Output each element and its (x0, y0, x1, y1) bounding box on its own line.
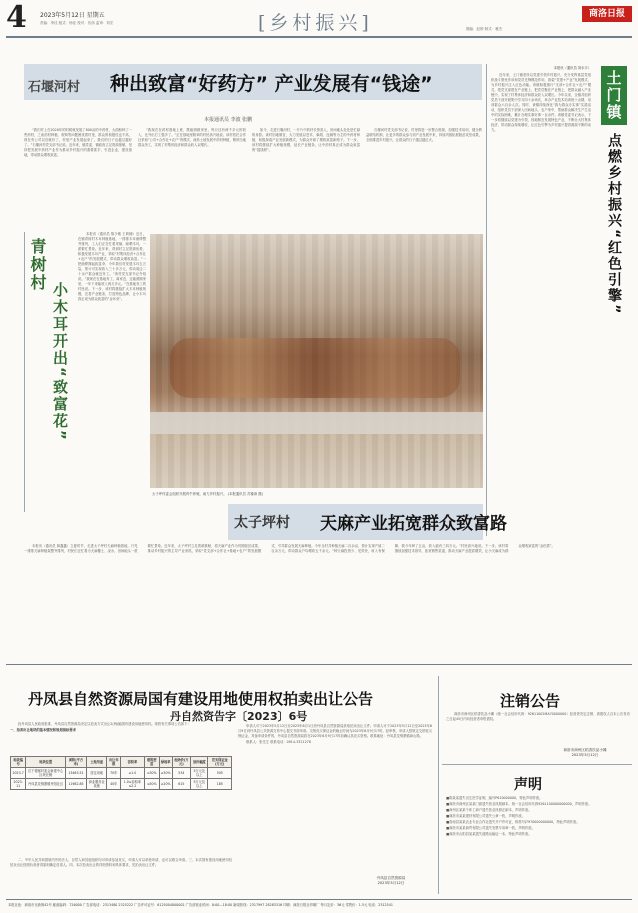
statement-item: ■商洛市山阳县某某遗失道路运输证一本，特此声明作废。 (446, 832, 532, 836)
table-header-cell: 建筑密度 (144, 757, 159, 768)
land-notice-section: 一、拍卖出让地块的基本情况和规划指标要求 (10, 728, 76, 732)
land-notice-intro-block (10, 722, 232, 756)
cancel-paragraph: 商洛市商州区稻香饮品小摊（统一社会信用代码：92611002MA70000000）经营者决定注销，请债权人自本公告发布之日起45日内向经营者申报债权。 (446, 712, 630, 721)
table-header-cell: 加价幅度 (191, 757, 208, 768)
right-column-border (486, 64, 487, 536)
cattle-row-graphic (170, 338, 460, 398)
land-table-wrap (10, 756, 232, 856)
land-notice-title: 丹凤县自然资源局国有建设用地使用权拍卖出让公告 (28, 690, 374, 708)
footer-text: 本报社址：商洛市北新街42号 邮政编码：726000 广告部电话：2313480 2325222 广告许可证号：6125004000002 广告部营业时间：8:00—18:00 新闻热线：2317997 28283316 印刷：商洛日报社印刷厂 每月定价：36元 零售价：1.5元 电话：2312541 (8, 903, 393, 907)
table-header-cell: 土地用途 (86, 757, 107, 768)
left-paragraph: 本报讯（通讯员 陈少敏 王莉楠）近日，在镇青树村木耳种植基地，一排排木耳菌棒整齐排列，工人们正在忙着采摘、晾晒木耳，一派繁忙景象。近年来，青树村立足资源优势，积极发展木耳产业，采取“村集体经济+合作社+农户”的发展模式，带动群众增收致富。“一把菌棒撑起致富伞，今年我们村发展木耳五万袋，预计可实现收入三十多万元，带动周边二十余户群众就近务工。”该村党支部书记介绍说。“我现在在基地务工，离家近，还能照顾家里，一年下来能收入两万多元。”在基地务工的村民说。下一步，该村将继续扩大木耳种植规模，完善产业链条，打造特色品牌，让小木耳真正成为群众致富的“金耳朵”。 (78, 232, 146, 301)
table-cell: ≥1.0 (121, 768, 145, 779)
table-cell: 5万元及以上 (191, 779, 208, 790)
table-header-cell: 绿地率 (159, 757, 172, 768)
feature-paragraph: “我们村上在2020年的时候就发展了800亩的中药材，大面积种了一些药材，之前药材种植、收购等问题困扰着村里，群众的积极性也不高，现在有公司以后就好了，村里产业发展起来了，我们的日子也越过越好了。”石堰河村党支部书记说。近年来，镇党委、镇政府立足资源禀赋，坚持把发展中药材产业作为推动乡村振兴的重要抓手，引进企业，建设基地，带动群众增收致富。 (24, 128, 132, 157)
table-row (11, 779, 232, 790)
table-cell: 11982.85 (65, 779, 86, 790)
table-cell: ≥20% (159, 779, 172, 790)
table-cell: 615 (172, 779, 191, 790)
land-signature-date: 2023年5月12日 (377, 881, 405, 885)
land-notes-paragraph: 申请人可于2023年5月12日至2023年6月1日到丹凤县自然资源局获取拍卖出让文件。申请人可于2023年5月12日至2023年6月9日到丹凤县公共资源交易中心提交书面申请。交纳竞买保证金的截止时间为2023年6月9日17时。经审核，申请人按规定交纳竞买保证金，具备申请条件的，丹凤县自然资源局将在2023年6月9日17时前确认其竞买资格。联系地址：丹凤县龙驹寨镇商山路。 (238, 724, 432, 738)
feature-village-tag: 石堰河村 (28, 80, 81, 95)
statement-item: ■洛南县某某农业专业合作社遗失开户许可证，核准号J7970000000000，特此声明作废。 (446, 820, 580, 824)
statement-item: ■商州区某某个体工商户遗失营业执照正副本，声明作废。 (446, 808, 532, 812)
right-title-panel (596, 66, 632, 426)
table-cell: 70年 (107, 768, 121, 779)
statement-item: ■陈某某遗失出生医学证明，编号P610000000，特此声明作废。 (446, 796, 543, 800)
footer-divider (6, 899, 632, 900)
right-title-village: 土门镇 (604, 70, 623, 121)
bottom-paragraph: 本报讯（通讯员 薛鑫鑫）立夏时节，走进太子坪村天麻种植基地，只见一排排天麻种植架整齐排列，村民们正忙着为天麻覆土、浇水，田间地头一派繁忙景象。近年来，太子坪村立足资源禀赋，将天麻产业作为巩固脱贫成果、推动乡村振兴的主导产业来抓，采取“党支部+合作社+基地+农户”的发展模式，引导群众发展天麻种植。今年全村共种植天麻二百余亩，预计实现产值二百余万元，带动群众户均增收五千余元。“种天麻投资少、见效快，收入有保障，我今年种了五亩，收入能有三四万元。”村民高兴地说。下一步，该村将继续加强技术指导，拓宽销售渠道，推动天麻产业提质增效，让小天麻成为群众增收致富的“金疙瘩”。 (24, 544, 555, 553)
feature-paragraph: “我现在在药材基地上班，既能照顾家里，每月还有两千多元的收入，比外出打工强多了。”正在基地里除草的村民高兴地说。该村依托合作社采取“公司+合作社+农户”的模式，流转土地发展中药材种植，吸纳当地群众务工，实现了村集体经济和群众收入双增长。 (138, 128, 246, 147)
land-contact: 联系人：张先生 联系电话：0914-3321278 (246, 740, 311, 744)
newspaper-name: 商洛日报 (588, 9, 625, 19)
section-title: [乡村振兴] (258, 12, 373, 34)
table-cell: ≥30% (159, 768, 172, 779)
bottom-headline: 天麻产业拓宽群众致富路 (320, 514, 507, 534)
table-header-cell: 起始价(万元) (172, 757, 191, 768)
right-credits: 图编：赵婷 制式：雅杰 (466, 27, 503, 31)
table-header-cell: 竞买保证金(万元) (208, 757, 232, 768)
land-notice-docno: 丹自然资告字〔2023〕6号 (170, 710, 308, 723)
table-cell: 534 (172, 768, 191, 779)
notice-divider-vertical (438, 676, 439, 894)
land-table-header (11, 757, 232, 768)
left-title-panel (24, 238, 48, 438)
statement-title: 声明 (514, 777, 542, 793)
table-header-cell: 地块位置 (26, 757, 66, 768)
table-cell: 居住用地 (86, 768, 107, 779)
newspaper-logo (582, 6, 632, 22)
table-header-cell: 容积率 (121, 757, 145, 768)
right-title-village-box (601, 66, 627, 125)
table-cell: 商业服务业设施 (86, 779, 107, 790)
cancel-notice-title: 注销公告 (500, 692, 561, 710)
table-header-cell: 面积(平方米) (65, 757, 86, 768)
feature-paragraph: 石堰河村党支部书记说，村里将进一步整合资源，加强技术培训，健全利益联结机制，让更多的群众参与到产业发展中来，持续巩固拓展脱贫攻坚成果，全面推进乡村振兴，让群众的日子越过越红火。 (366, 128, 482, 142)
right-byline: 本报讯（通讯员 刘永平） (553, 66, 591, 70)
statement-list (446, 796, 630, 894)
land-signature (350, 876, 432, 886)
right-article-body (491, 66, 591, 536)
table-cell: 2023-7 (11, 768, 26, 779)
statement-item: ■商洛市商州区某某门面遗失营业执照副本，统一社会信用代码9261100000000000，声明作废。 (446, 802, 592, 806)
statement-item: ■商洛市某某建材有限公司遗失公章一枚，声明作废。 (446, 814, 525, 818)
table-cell: 5万元及以上 (191, 768, 208, 779)
cattle-farm-photo (150, 234, 483, 488)
cancel-signature-date: 2023年5月12日 (571, 753, 599, 757)
table-cell: 1.0≤容积率≤2.2 (121, 779, 145, 790)
cancel-notice-body (446, 712, 630, 748)
feature-column-3 (252, 128, 360, 228)
right-title-main: 点燃乡村振兴“红色引擎” (606, 133, 622, 316)
page-number: 4 (6, 0, 27, 35)
land-notes-right (238, 724, 432, 864)
bottom-village-tag: 太子坪村 (234, 515, 290, 531)
table-cell: 40年 (107, 779, 121, 790)
table-cell: ≤30% (144, 768, 159, 779)
feature-column-2 (138, 128, 246, 228)
left-title-village: 青树村 (28, 238, 47, 292)
land-notes-left (10, 858, 232, 892)
land-signature-org: 丹凤县自然资源局 (376, 876, 406, 880)
table-cell: 2023-11 (11, 779, 26, 790)
right-paragraph: 近年来，土门镇坚持以党建引领乡村振兴，充分发挥基层党组织战斗堡垒作用和党员先锋模范作用，探索“党建+产业”发展模式，为乡村振兴注入红色动能。该镇积极推行“支部+合作社+农户”模式，把党支部建在产业链上，把党员聚在产业链上，把群众融入产业链中，实现了村集体经济和群众收入双增长。今年以来，全镇共组织党员干部开展集中学习四十余场次，举办产业技术培训班十余期，培训群众六百余人次。同时，该镇持续深化“我为群众办实事”实践活动，组织党员干部深入田间地头、农户家中，帮助群众解决生产生活中的实际困难，累计办理实事好事一百余件。该镇党委书记表示，下一步将继续以党建为引领，因地制宜发展特色产业，不断壮大村集体经济，带动群众持续增收，让红色引擎为乡村振兴提供源源不断的动力。 (491, 73, 591, 132)
issue-date: 2023年5月12日 星期五 (40, 12, 105, 19)
table-cell: ≤50% (144, 779, 159, 790)
table-cell: 位于德郁村委会新建中心区块北侧 (26, 768, 66, 779)
bottom-article-body (24, 544, 632, 634)
table-cell: 505 (208, 768, 232, 779)
photo-caption: 太子坪村委会组织开展肉牛养殖，助力乡村振兴。 (本报通讯员 苏豫涛 摄) (152, 492, 263, 496)
table-cell: 185 (208, 779, 232, 790)
feature-byline: 本报通讯员 李波 张鹏 (204, 117, 253, 123)
table-cell: 丹凤县龙驹寨镇丹阳社区 (26, 779, 66, 790)
cancel-signature-org: 商洛市商州区稻香饮品小摊 (563, 748, 607, 752)
land-notes-paragraph: 二、中华人民共和国境内外的法人、自然人和其他组织均可申请参加竞买，申请人可以单独申请，也可以联合申请。三、本次国有建设用地使用权拍卖出让按照价高者得原则确定竞得人。四、本次拍卖出让的详细资料和具体要求，见拍卖出让文件。 (10, 858, 232, 867)
feature-paragraph: 如今，走进石堰河村，一片片中药材长势喜人，田间地头处处是忙碌的身影。该村因地制宜，大力发展以苍术、柴胡、连翘等为主的中药材种植，积极探索产业发展新模式，为群众开辟了增收致富新路子。下一步，该村将继续扩大种植规模，延长产业链条，让中药材真正成为群众致富的“摇钱树”。 (252, 128, 360, 152)
statement-item: ■商洛市某某商贸有限公司遗失发票专用章一枚，声明作废。 (446, 826, 535, 830)
land-notice-intro: 经丹凤县人民政府批准，丹凤县自然资源局决定以拍卖方式出让2(两)幅国有建设用地使用权。现将有关事项公告如下： (18, 722, 191, 726)
feature-column-4 (366, 128, 482, 228)
feature-headline: 种出致富“好药方” 产业发展有“钱途” (110, 73, 433, 95)
notice-divider-horizontal (442, 764, 632, 765)
left-article-body (78, 232, 146, 512)
land-table (10, 756, 232, 790)
table-header-cell: 地块编号 (11, 757, 26, 768)
editor-line: 责编：李佳 版式：杨佳 校对：仇伟 监审：刘宏 (40, 21, 114, 25)
left-title-main: 小木耳开出“致富花” (51, 282, 69, 442)
masthead-divider (6, 36, 632, 38)
table-header-cell: 出让年限 (107, 757, 121, 768)
table-row (11, 768, 232, 779)
left-title-main-wrap (50, 282, 72, 502)
feature-column-1 (24, 128, 132, 228)
feed-trough-graphic (150, 412, 483, 434)
cancel-signature (540, 748, 630, 758)
table-cell: 13463.51 (65, 768, 86, 779)
